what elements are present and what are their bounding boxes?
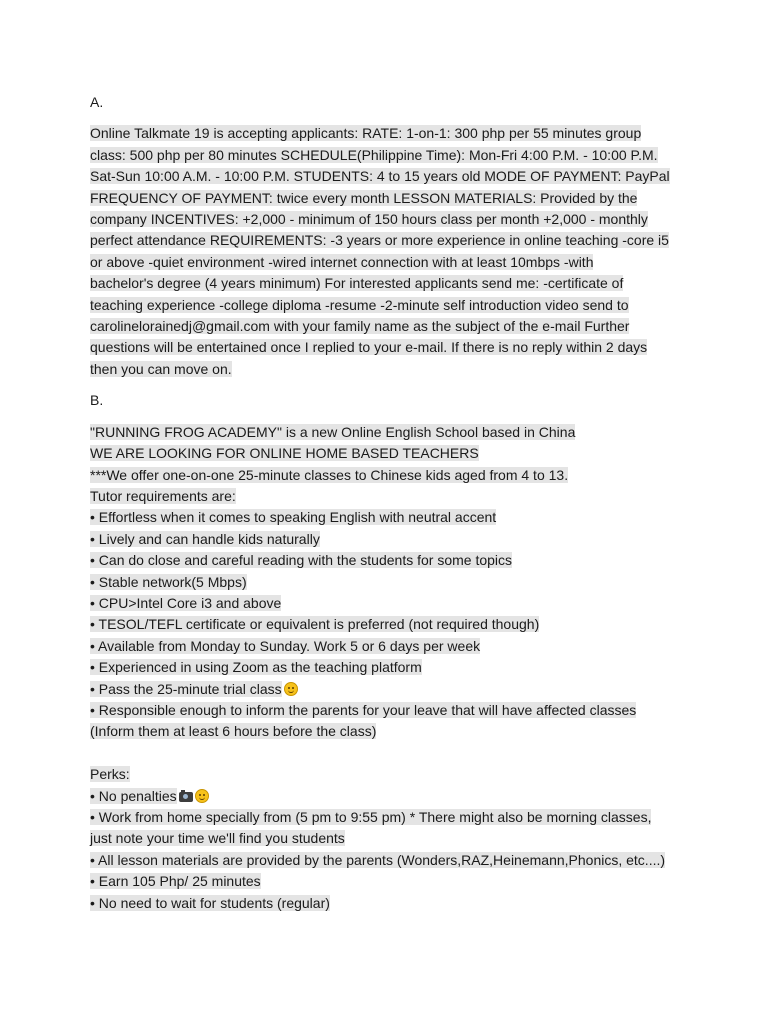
requirement-item: • Experienced in using Zoom as the teaching platform: [90, 659, 422, 676]
requirement-item: • Responsible enough to inform the parents for your leave that will have affected classes: [90, 701, 637, 718]
requirement-item: (Inform them at least 6 hours before the class): [90, 723, 377, 740]
smiley-face-icon: [195, 789, 209, 803]
section-b-label: B.: [90, 392, 104, 409]
text-line: perfect attendance REQUIREMENTS: -3 years or more experience in online teaching -core i5: [90, 232, 669, 249]
requirement-item: • Can do close and careful reading with the students for some topics: [90, 552, 513, 569]
text-line: bachelor's degree (4 years minimum) For interested applicants send me: -certificate of: [90, 275, 624, 292]
perk-item: • All lesson materials are provided by the parents (Wonders,RAZ,Heinemann,Phonics, etc....): [90, 851, 666, 868]
text-line: company INCENTIVES: +2,000 - minimum of 150 hours class per month +2,000 - monthly: [90, 211, 648, 228]
camera-icon: [179, 792, 193, 802]
text-line: then you can move on.: [90, 360, 232, 377]
perks-label: Perks:: [90, 766, 130, 783]
intro-line: WE ARE LOOKING FOR ONLINE HOME BASED TEACHERS: [90, 445, 479, 462]
intro-line: ***We offer one-on-one 25-minute classes to Chinese kids aged from 4 to 13.: [90, 466, 569, 483]
perk-item: • Earn 105 Php/ 25 minutes: [90, 873, 261, 890]
text-line: questions will be entertained once I replied to your e-mail. If there is no reply within 2 days: [90, 339, 648, 356]
requirement-item: • Lively and can handle kids naturally: [90, 530, 320, 547]
section-b-body: [90, 422, 680, 914]
intro-line: "RUNNING FROG ACADEMY" is a new Online English School based in China: [90, 423, 576, 440]
intro-line: Tutor requirements are:: [90, 487, 236, 504]
perk-item: just note your time we'll find you students: [90, 830, 345, 847]
perk-item: • Work from home specially from (5 pm to 9:55 pm) * There might also be morning classes,: [90, 808, 652, 825]
text-line: carolinelorainedj@gmail.com with your family name as the subject of the e-mail Further: [90, 318, 630, 335]
text-line: Online Talkmate 19 is accepting applicants: RATE: 1-on-1: 300 php per 55 minutes group: [90, 125, 642, 142]
text-line: Sat-Sun 10:00 A.M. - 10:00 P.M. STUDENTS: 4 to 15 years old MODE OF PAYMENT: PayPal: [90, 168, 670, 185]
requirement-item: • Stable network(5 Mbps): [90, 573, 247, 590]
requirement-item: • CPU>Intel Core i3 and above: [90, 594, 282, 611]
section-a-label: A.: [90, 94, 104, 110]
section-a-paragraph: [90, 123, 680, 380]
smiley-face-icon: [284, 682, 298, 696]
requirement-item: • TESOL/TEFL certificate or equivalent is preferred (not required though): [90, 616, 540, 633]
requirement-item: • Available from Monday to Sunday. Work 5 or 6 days per week: [90, 637, 481, 654]
text-line: class: 500 php per 80 minutes SCHEDULE(Philippine Time): Mon-Fri 4:00 P.M. - 10:00 P.M.: [90, 146, 658, 163]
document-page: [90, 92, 680, 924]
text-line: FREQUENCY OF PAYMENT: twice every month LESSON MATERIALS: Provided by the: [90, 189, 638, 206]
requirement-item: • Effortless when it comes to speaking English with neutral accent: [90, 509, 497, 526]
perk-item: • No penalties: [90, 786, 680, 807]
blank-line: [90, 743, 680, 764]
perk-item: • No need to wait for students (regular): [90, 894, 330, 911]
requirement-item: • Pass the 25-minute trial class: [90, 679, 680, 700]
text-line: or above -quiet environment -wired internet connection with at least 10mbps -with: [90, 253, 594, 270]
text-line: teaching experience -college diploma -resume -2-minute self introduction video send to: [90, 296, 629, 313]
